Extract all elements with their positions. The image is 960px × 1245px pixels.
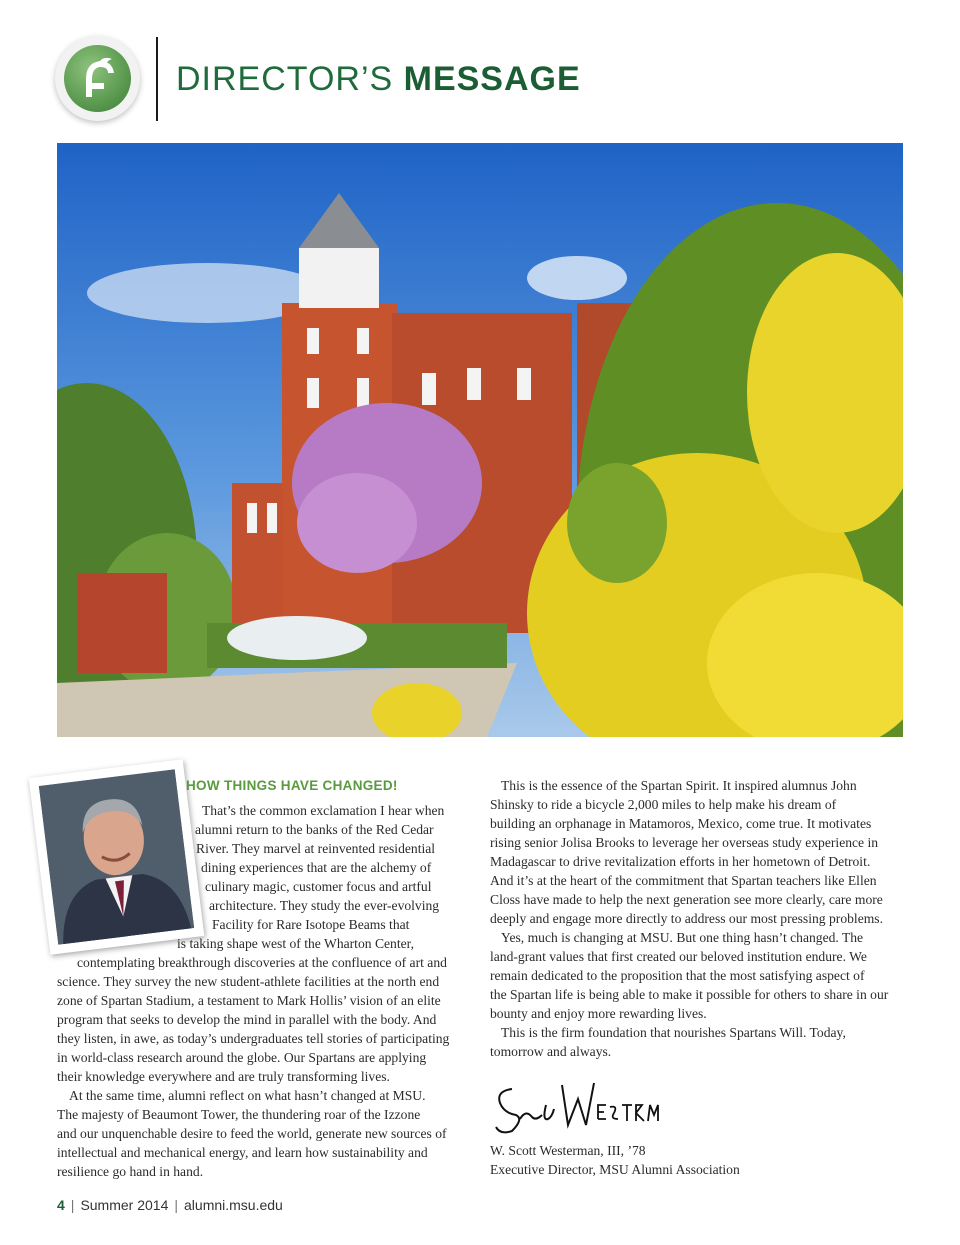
left-text-line: intellectual and mechanical energy, and learn how sustainability and [57, 1145, 428, 1160]
header-divider [156, 37, 158, 121]
spartan-helmet-icon [64, 45, 131, 112]
hero-photo-campus-building [57, 143, 903, 737]
left-text-line: culinary magic, customer focus and artful [205, 879, 432, 894]
left-text-line: their knowledge everywhere and are truly transforming lives. [57, 1069, 390, 1084]
left-text-line: architecture. They study the ever-evolving [209, 898, 440, 913]
right-text-line: land-grant values that first created our beloved institution endure. We [490, 949, 867, 964]
page-footer [57, 1197, 283, 1213]
page-title: DIRECTOR’S MESSAGE [176, 60, 581, 98]
handwritten-signature [490, 1075, 660, 1140]
right-text-line: And it’s at the heart of the commitment that Spartan teachers like Ellen [490, 873, 877, 888]
left-text-line: Facility for Rare Isotope Beams that [212, 917, 410, 932]
signoff-title: Executive Director, MSU Alumni Association [490, 1162, 740, 1177]
left-text-line: they listen, in awe, as today’s undergraduates tell stories of participating [57, 1031, 450, 1046]
left-text-line: dining experiences that are the alchemy of [201, 860, 432, 875]
right-text-line: rising senior Jolisa Brooks to leverage her overseas study experience in [490, 835, 879, 850]
right-text-line: bounty and enjoy more rewarding lives. [490, 1006, 707, 1021]
left-text-line: contemplating breakthrough discoveries at the confluence of art and [77, 955, 447, 970]
right-text-line: Closs have made to help the next generation see more clearly, care more [490, 892, 883, 907]
footer-separator: | [70, 1197, 75, 1213]
article-heading: HOW THINGS HAVE CHANGED! [186, 778, 398, 793]
right-text-line: Shinsky to ride a bicycle 2,000 miles to help make his dream of [490, 797, 837, 812]
left-text-line: That’s the common exclamation I hear when [202, 803, 445, 818]
page-number: 4 [57, 1197, 65, 1213]
left-text-line: resilience go hand in hand. [57, 1164, 204, 1179]
signoff-name: W. Scott Westerman, III, ’78 [490, 1143, 646, 1158]
left-text-line: science. They survey the new student-athlete facilities at the north end [57, 974, 440, 989]
left-text-line: program that seeks to develop the mind in parallel with the body. And [57, 1012, 437, 1027]
right-text-line: This is the essence of the Spartan Spirit. It inspired alumnus John [501, 778, 857, 793]
right-text-line: Yes, much is changing at MSU. But one thing hasn’t changed. The [501, 930, 864, 945]
logo-badge [55, 36, 140, 121]
left-text-line: The majesty of Beaumont Tower, the thundering roar of the Izzone [57, 1107, 421, 1122]
left-text-line: River. They marvel at reinvented residential [196, 841, 436, 856]
right-text-line: building an orphanage in Matamoros, Mexico, come true. It motivates [490, 816, 872, 831]
right-text-line: Madagascar to drive revitalization efforts in her hometown of Detroit. [490, 854, 871, 869]
left-text-line: is taking shape west of the Wharton Center, [177, 936, 415, 951]
site-link[interactable]: alumni.msu.edu [184, 1197, 283, 1213]
director-portrait [29, 759, 205, 955]
left-text-line: and our unquenchable desire to feed the world, generate new sources of [57, 1126, 447, 1141]
footer-separator: | [174, 1197, 179, 1213]
right-text-line: deeply and engage more directly to address our most pressing problems. [490, 911, 883, 926]
right-text-line: tomorrow and always. [490, 1044, 612, 1059]
left-text-line: zone of Spartan Stadium, a testament to Mark Hollis’ vision of an elite [57, 993, 441, 1008]
right-text-line: This is the firm foundation that nourishes Spartans Will. Today, [501, 1025, 846, 1040]
issue-label: Summer 2014 [80, 1197, 169, 1213]
right-text-line: remain dedicated to the proposition that the most satisfying aspect of [490, 968, 865, 983]
right-text-line: the Spartan life is being able to make it possible for others to share in our [490, 987, 889, 1002]
left-text-line: in world-class research around the globe. Our Spartans are applying [57, 1050, 427, 1065]
left-text-line: alumni return to the banks of the Red Cedar [195, 822, 434, 837]
left-text-line: At the same time, alumni reflect on what hasn’t changed at MSU. [69, 1088, 426, 1103]
